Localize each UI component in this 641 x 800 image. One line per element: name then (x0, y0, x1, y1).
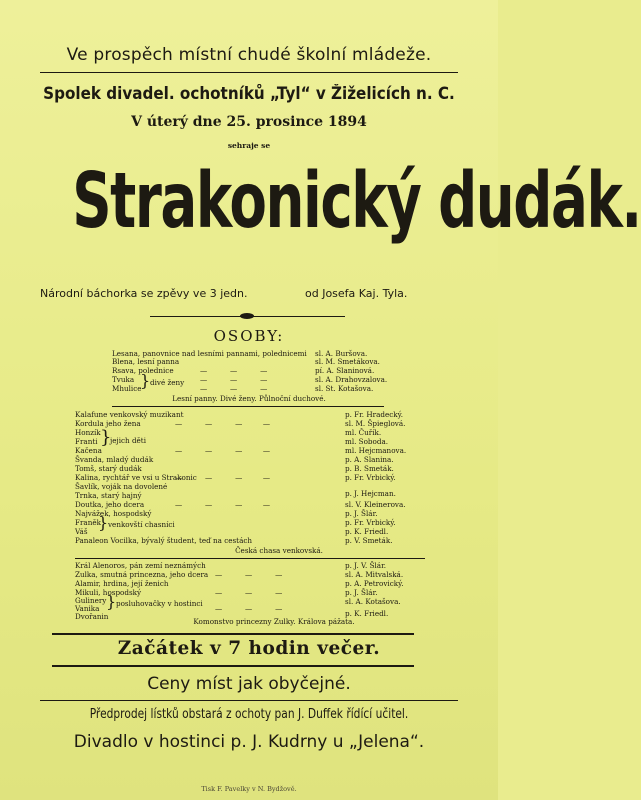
cast-actor: p. A. Slanina. (345, 455, 394, 464)
header-society: Spolek divadel. ochotníků „Tyl“ v Žiželicích n. C. (43, 84, 455, 103)
dash: — — — (215, 604, 283, 613)
persons-heading: OSOBY: (213, 327, 285, 345)
cast-actor: p. V. Smeták. (345, 536, 393, 545)
cast-role: Panaleon Vocilka, bývalý študent, teď na cestách (75, 536, 253, 545)
cast-actor: pí. A. Slaninová. (315, 366, 375, 375)
cast-role: Doutka, jeho dcera (75, 500, 145, 509)
cast-actor: p. Fr. Vrbický. (345, 473, 396, 482)
header-date: V úterý dne 25. prosince 1894 (131, 114, 367, 130)
cast-actor: sl. A. Kotašova. (345, 597, 401, 606)
cast-actor: ml. Hejcmanova. (345, 446, 407, 455)
cast-role: Trnka, starý hajný (75, 491, 142, 500)
presale-note: Předprodej lístků obstará z ochoty pan J. Duffek řídící učitel. (89, 707, 409, 722)
dash: — — — (200, 384, 268, 393)
cast-group-footer: Lesní panny. Divé ženy. Půlnoční duchové. (172, 394, 326, 403)
cast-role: Kačena (75, 446, 102, 455)
printer-imprint: Tisk F. Pavelky v N. Bydžově. (201, 785, 297, 793)
divider (52, 633, 414, 635)
cast-role: Kordula jeho žena (75, 419, 141, 428)
play-title: Strakonický dudák. (72, 157, 641, 246)
dash: — — — — (175, 419, 271, 428)
dash: — — — — (175, 473, 271, 482)
cast-actor: ml. Soboda. (345, 437, 389, 446)
cast-actor: sl. V. Kleinerova. (345, 500, 406, 509)
cast-role: Franti (75, 437, 98, 446)
brace-label: jejich děti (110, 436, 146, 445)
cast-role: Kalina, rychtář ve vsi u Strakonic (75, 473, 197, 482)
cast-role: Mhulice (112, 384, 142, 393)
brace-icon: } (98, 513, 109, 532)
divider (75, 558, 425, 559)
cast-actor: p. K. Friedl. (345, 527, 389, 536)
cast-group-footer: Komonstvo princezny Zulky. Králova pážata. (193, 617, 355, 626)
cast-role: Franěk (75, 518, 101, 527)
cast-role: Tomš, starý dudák (75, 464, 142, 473)
brace-label: posluhovačky v hostinci (116, 599, 203, 608)
cast-role: Blena, lesní panna (112, 357, 180, 366)
cast-role: Rsava, polednice (112, 366, 174, 375)
cast-role: Alamir, hrdina, její ženich (75, 579, 169, 588)
start-time: Začátek v 7 hodin večer. (117, 638, 381, 659)
play-author: od Josefa Kaj. Tyla. (305, 287, 408, 300)
cast-actor: p. J. Šlár. (345, 509, 378, 518)
cast-group-footer: Česká chasa venkovská. (235, 546, 323, 555)
cast-actor: sl. M. Špieglová. (345, 419, 406, 428)
cast-actor: sl. St. Kotašova. (315, 384, 374, 393)
cast-actor: p. K. Friedl. (345, 609, 389, 618)
cast-actor: sl. A. Drahovzalova. (315, 375, 388, 384)
cast-actor: p. Fr. Vrbický. (345, 518, 396, 527)
cast-role: Dvořanin (75, 612, 109, 621)
header-dedication: Ve prospěch místní chudé školní mládeže. (66, 45, 432, 65)
ticket-prices: Ceny míst jak obyčejné. (147, 674, 351, 694)
play-subtitle: Národní báchorka se zpěvy ve 3 jedn. (40, 287, 248, 300)
divider (40, 72, 458, 73)
cast-actor: p. B. Smeták. (345, 464, 394, 473)
cast-role: Vanika (75, 604, 100, 613)
cast-role: Váš (75, 527, 88, 536)
dash: — — — (200, 366, 268, 375)
dash: — — — — (175, 500, 271, 509)
cast-role: Honzík (75, 428, 101, 437)
cast-role: Šavlík, voják na dovolené (75, 482, 168, 491)
header-performs: sehraje se (227, 141, 271, 150)
cast-role: Najvážek, hospodský (75, 509, 152, 518)
cast-role: Mikuli, hospodský (75, 588, 142, 597)
cast-actor: p. J. Šlár. (345, 588, 378, 597)
divider (112, 406, 384, 407)
dash: — — — (215, 570, 283, 579)
brace-icon: } (100, 427, 112, 448)
cast-actor: ml. Čuřík. (345, 428, 382, 437)
brace-icon: } (140, 371, 151, 390)
divider (52, 665, 414, 667)
cast-actor: sl. A. Buršova. (315, 349, 368, 358)
cast-actor: p. A. Petrovický. (345, 579, 404, 588)
cast-role: Gulinery (75, 596, 107, 605)
cast-actor: sl. A. Mitvalská. (345, 570, 404, 579)
brace-label: venkovští chasníci (108, 520, 175, 529)
ornament-rule (150, 315, 345, 318)
brace-label: divé ženy (150, 378, 185, 387)
brace-icon: } (106, 592, 117, 611)
cast-role: Král Alenoros, pán zemí neznámých (75, 561, 206, 570)
cast-role: Kalafune venkovský muzikant (75, 410, 184, 419)
cast-role: Švanda, mladý dudák (75, 455, 154, 464)
dash: — — — (215, 588, 283, 597)
divider (40, 700, 458, 701)
dash: — — — (200, 375, 268, 384)
cast-actor: p. J. Hejcman. (345, 489, 396, 498)
cast-role: Zulka, smutná princezna, jeho dcera (75, 570, 209, 579)
cast-actor: p. J. V. Šlár. (345, 561, 387, 570)
cast-actor: sl. M. Smetákova. (315, 357, 380, 366)
cast-role: Tvuka (112, 375, 135, 384)
venue: Divadlo v hostinci p. J. Kudrny u „Jelena“. (73, 732, 425, 752)
dash: — — — — (175, 446, 271, 455)
cast-actor: p. Fr. Hradecký. (345, 410, 403, 419)
cast-role: Lesana, panovnice nad lesními pannami, polednicemi (112, 349, 307, 358)
